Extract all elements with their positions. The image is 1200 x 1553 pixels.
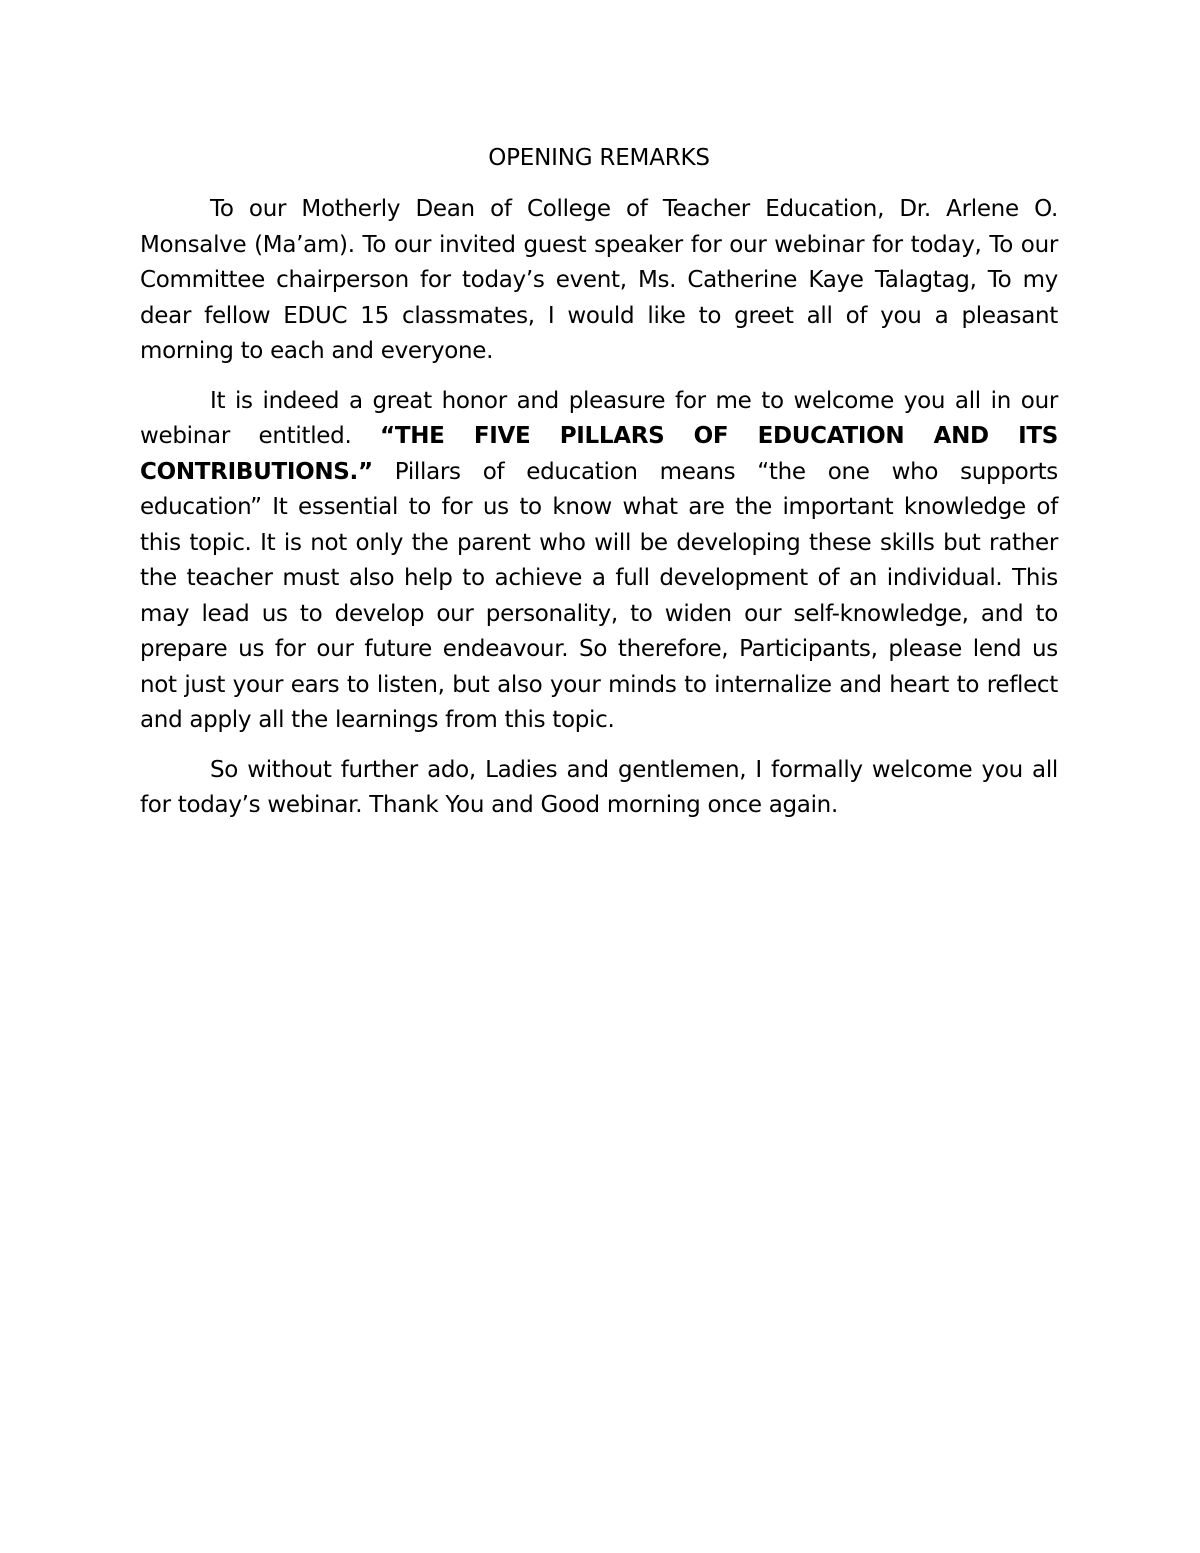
webinar-title: “THE FIVE PILLARS OF EDUCATION AND ITS CONTRIBUTIONS.”	[140, 423, 1059, 485]
document-title: OPENING REMARKS	[488, 145, 710, 171]
paragraph-welcome-lead: It is indeed a great honor and pleasure for me to welcome you all in our webinar entitled.	[140, 387, 1058, 449]
paragraph-closing: So without further ado, Ladies and gentlemen, I formally welcome you all for today’s webinar. Thank You and Good morning once again.	[140, 756, 1058, 818]
document-body	[140, 140, 1058, 838]
paragraph-greeting: To our Motherly Dean of College of Teacher Education, Dr. Arlene O. Monsalve (Ma’am). To our invited guest speaker for our webinar for today, To our Committee chairperson for today’s event, Ms. Catherine Kaye Talagtag, To my dear fellow EDUC 15 classmates, I would like to greet all of you a pleasant morning to each and everyone.	[140, 196, 1058, 364]
paragraph-welcome	[140, 384, 1058, 739]
paragraph-welcome-rest: Pillars of education means “the one who supports education” It essential to for us to know what are the important knowledge of this topic. It is not only the parent who will be developing these skills but rather the teacher must also help to achieve a full development of an individual. This may lead us to develop our personality, to widen our self-knowledge, and to prepare us for our future endeavour. So therefore, Participants, please lend us not just your ears to listen, but also your minds to internalize and heart to reflect and apply all the learnings from this topic.	[140, 458, 1058, 733]
